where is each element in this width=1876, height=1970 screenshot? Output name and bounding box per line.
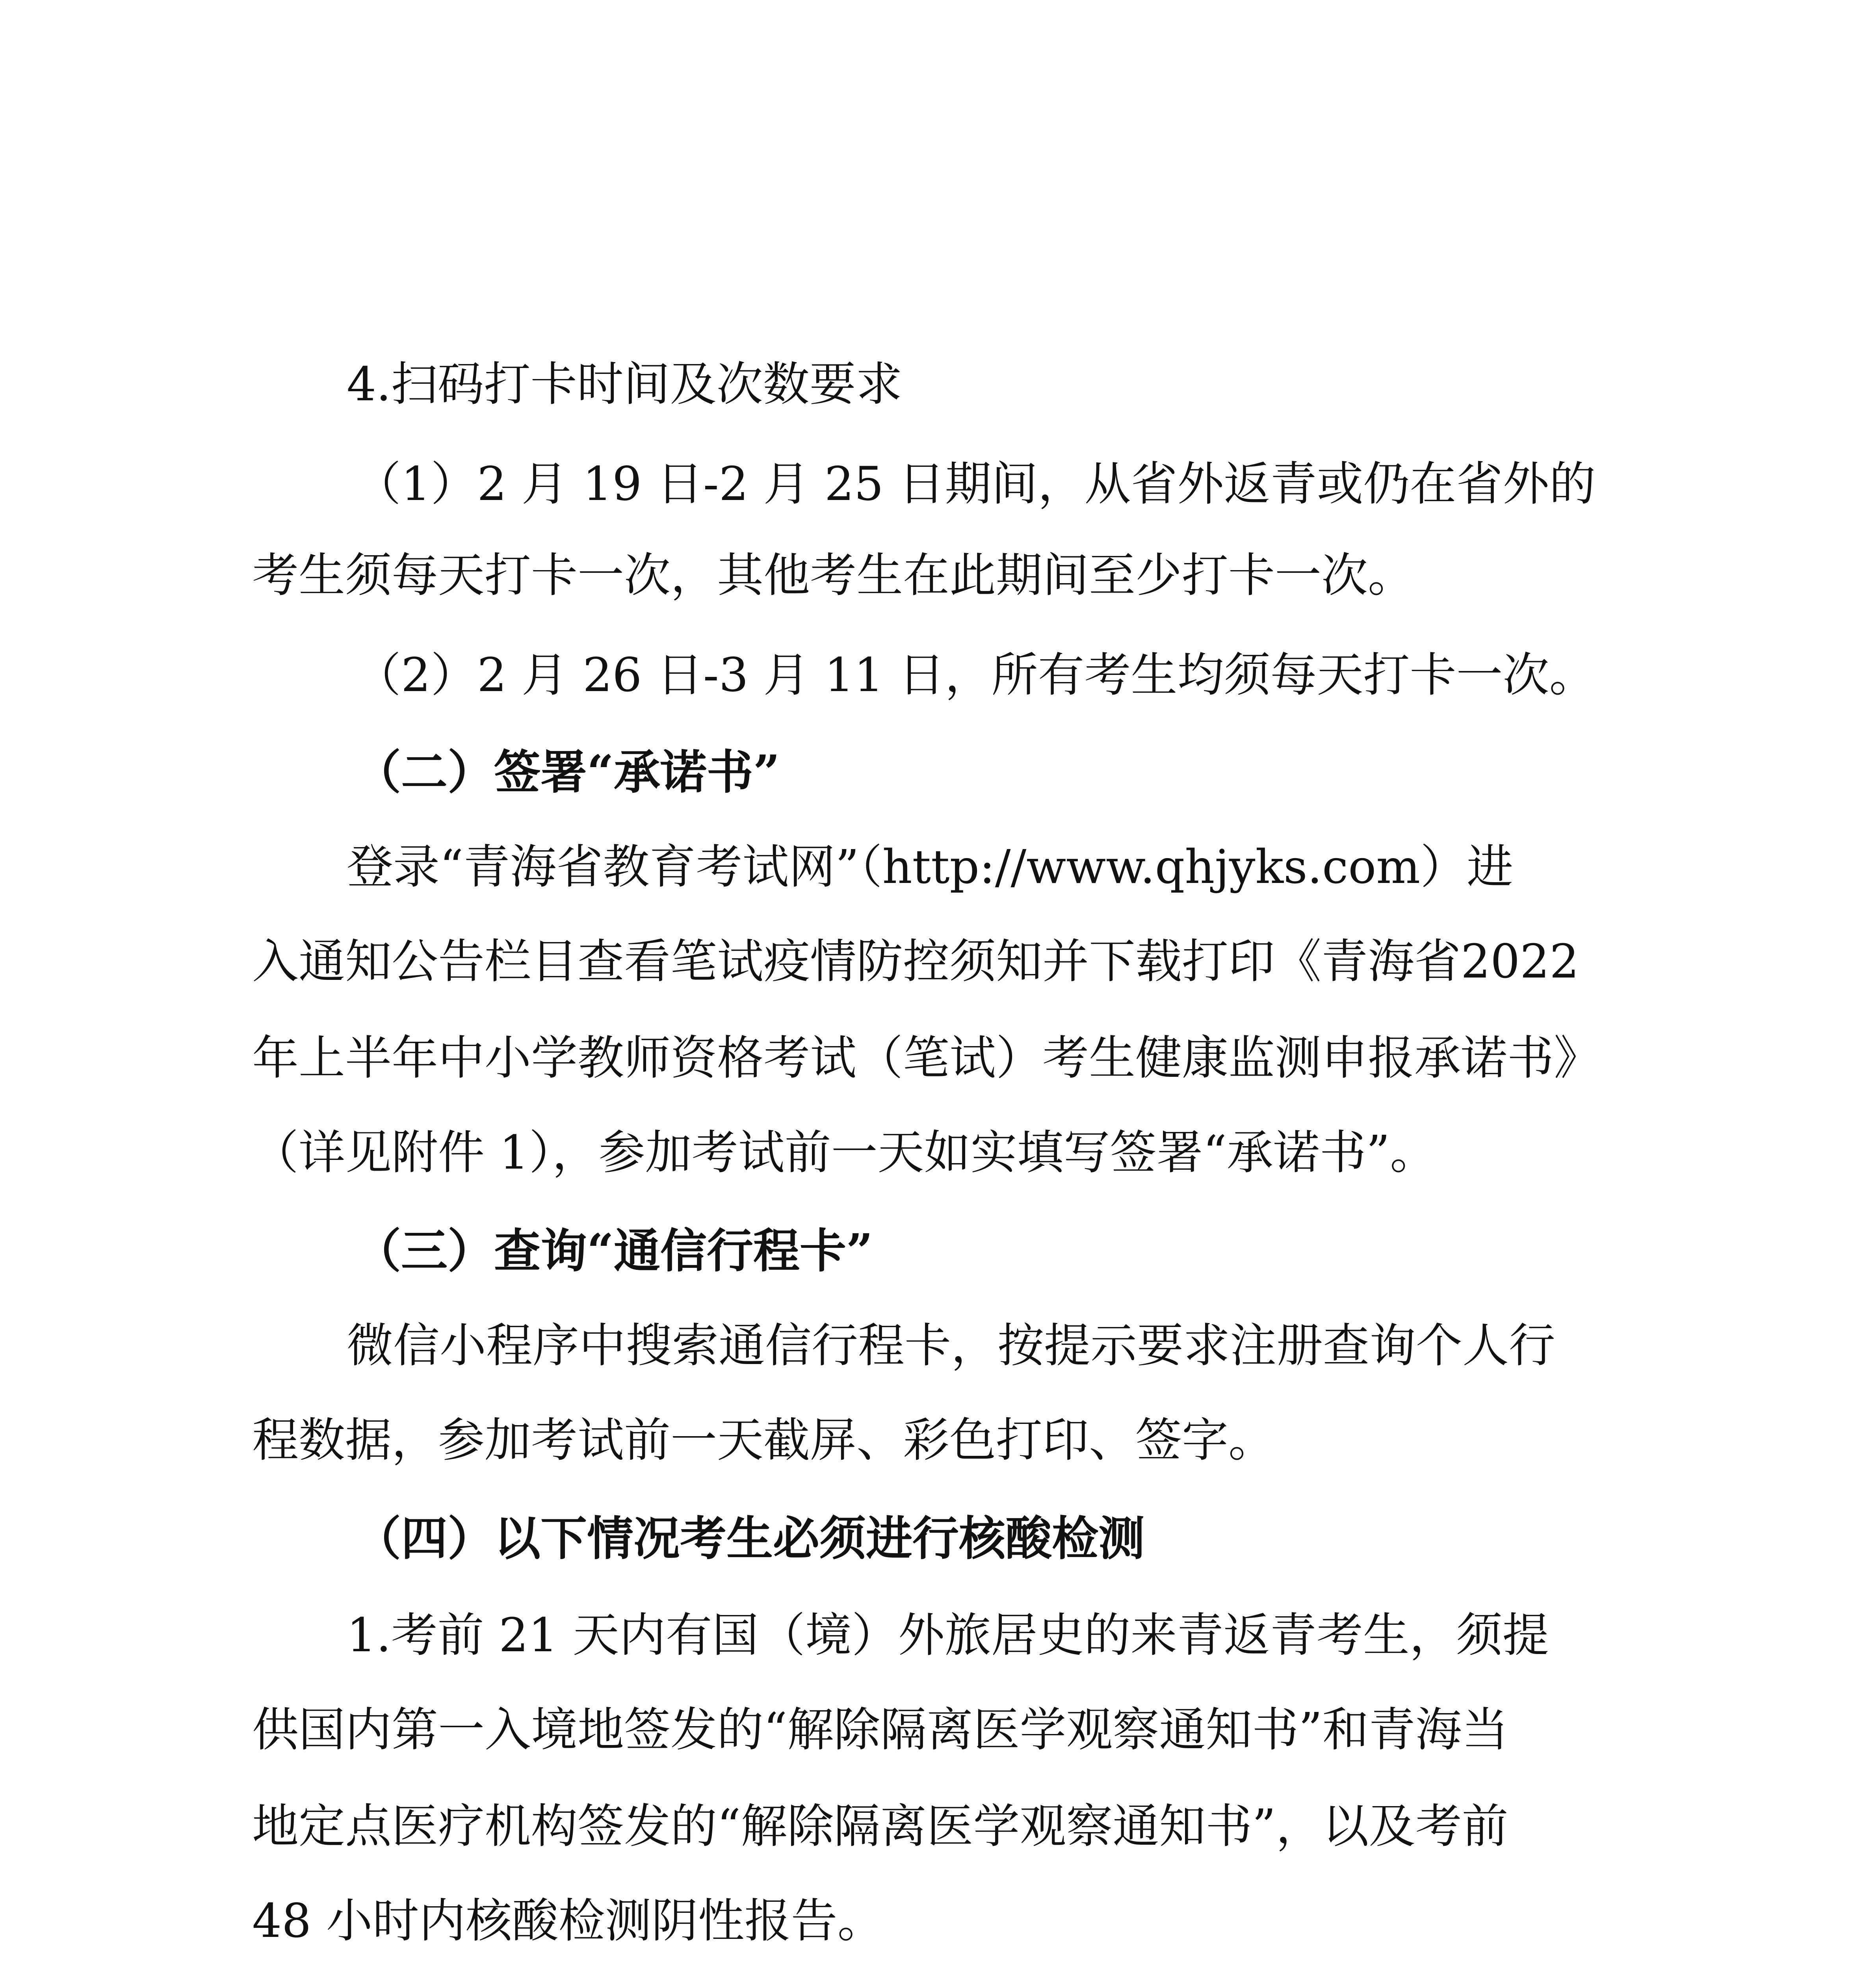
paragraph-line: 供国内第一入境地签发的“解除隔离医学观察通知书”和青海当 <box>252 1702 1508 1757</box>
paragraph-line: 程数据，参加考试前一天截屏、彩色打印、签字。 <box>252 1413 1275 1467</box>
paragraph-line: （1）2 月 19 日-2 月 25 日期间，从省外返青或仍在省外的 <box>355 457 1596 511</box>
section-heading-sign-pledge: （二）签署“承诺书” <box>355 745 780 799</box>
paragraph-line: （2）2 月 26 日-3 月 11 日，所有考生均须每天打卡一次。 <box>355 648 1596 702</box>
paragraph-line: （详见附件 1），参加考试前一天如实填写签署“承诺书”。 <box>252 1125 1437 1180</box>
paragraph-line: 年上半年中小学教师资格考试（笔试）考生健康监测申报承诺书》 <box>252 1031 1601 1085</box>
section-heading-itinerary-card: （三）查询“通信行程卡” <box>355 1223 873 1278</box>
paragraph-line: 48 小时内核酸检测阴性报告。 <box>252 1894 884 1948</box>
paragraph-line: 地定点医疗机构签发的“解除隔离医学观察通知书”，以及考前 <box>252 1799 1508 1853</box>
paragraph-line: 微信小程序中搜索通信行程卡，按提示要求注册查询个人行 <box>347 1318 1556 1373</box>
paragraph-line: 1.考前 21 天内有国（境）外旅居史的来青返青考生，须提 <box>347 1608 1549 1662</box>
subsection-title: 4.扫码打卡时间及次数要求 <box>347 357 903 411</box>
paragraph-line: 考生须每天打卡一次，其他考生在此期间至少打卡一次。 <box>252 548 1415 602</box>
paragraph-line: 入通知公告栏目查看笔试疫情防控须知并下载打印《青海省2022 <box>252 934 1579 989</box>
paragraph-line: 登录“青海省教育考试网”（http://www.qhjyks.com）进 <box>347 840 1514 894</box>
section-heading-nucleic-test: （四）以下情况考生必须进行核酸检测 <box>355 1511 1145 1566</box>
